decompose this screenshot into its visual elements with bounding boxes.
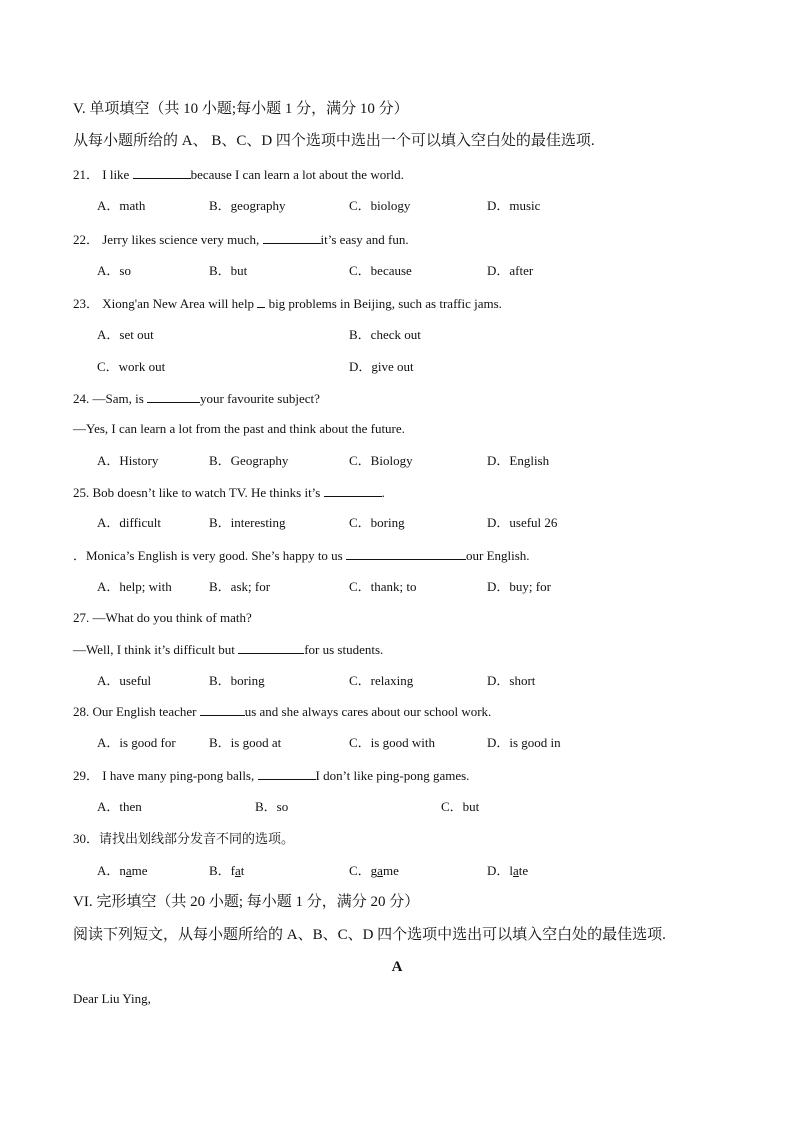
q30-b-word-start: f: [230, 863, 236, 878]
q30-option-c: [349, 863, 399, 879]
q25-option-b: B．interesting: [209, 515, 286, 530]
q28-blank: [200, 703, 245, 716]
q23-option-d: D．give out: [349, 359, 414, 374]
question-23: [73, 295, 502, 312]
q26-option-c: C．thank; to: [349, 579, 417, 594]
q22-stem-end: it’s easy and fun.: [320, 232, 409, 247]
q29-option-c: C．but: [441, 799, 480, 814]
q22-option-d: D．after: [487, 263, 534, 278]
q27-reply: [73, 641, 383, 658]
section-5-title: V. 单项填空（共 10 小题;每小题 1 分，满分 10 分）: [73, 101, 409, 117]
q27-reply-start: —Well, I think it’s difficult but: [73, 642, 239, 657]
q25-option-a: A．difficult: [97, 515, 162, 530]
q30-d-underlined: a: [513, 863, 519, 878]
passage-label: A: [391, 959, 403, 975]
q23-option-a: A．set out: [97, 327, 154, 342]
q28-stem-start: 28. Our English teacher: [73, 704, 200, 719]
q28-option-b: B．is good at: [209, 735, 282, 750]
q21-option-d: D．music: [487, 198, 541, 213]
question-29: [73, 767, 469, 784]
q24-stem-end: your favourite subject?: [200, 391, 320, 406]
q24-stem-start: 24. —Sam, is: [73, 391, 148, 406]
q27-option-a: A．useful: [97, 673, 152, 688]
q28-stem-end: us and she always cares about our school work.: [244, 704, 492, 719]
q26-option-a: A．help; with: [97, 579, 172, 594]
q30-c-underlined: a: [377, 863, 383, 878]
q26-option-b: B．ask; for: [209, 579, 271, 594]
section-6-title: VI. 完形填空（共 20 小题; 每小题 1 分，满分 20 分）: [73, 894, 420, 910]
section-5-instruction: 从每小题所给的 A、 B、C、D 四个选项中选出一个可以填入空白处的最佳选项.: [73, 133, 595, 149]
q27-option-c: C．relaxing: [349, 673, 414, 688]
q22-blank: [263, 231, 321, 244]
q30-b-label: B．: [209, 863, 231, 878]
q30-option-b: [209, 863, 244, 879]
q30-a-word-end: me: [131, 863, 148, 878]
q25-blank: [324, 484, 382, 497]
q22-stem-start: 22． Jerry likes science very much,: [73, 232, 263, 247]
q27-reply-end: for us students.: [304, 642, 384, 657]
q26-stem-start: ．Monica’s English is very good. She’s happy to us: [73, 548, 346, 563]
q23-option-c: C．work out: [97, 359, 166, 374]
q24-option-c: C．Biology: [349, 453, 413, 468]
q24-blank: [147, 390, 200, 403]
q28-option-c: C．is good with: [349, 735, 435, 750]
q27-option-d: D．short: [487, 673, 536, 688]
q21-stem-end: because I can learn a lot about the world.: [190, 167, 404, 182]
question-26: [73, 547, 530, 564]
q30-option-d: [487, 863, 528, 879]
question-21: [73, 166, 404, 183]
q30-d-word-end: te: [518, 863, 529, 878]
q24-option-b: B．Geography: [209, 453, 289, 468]
q27-blank: [238, 641, 304, 654]
question-30: 30．请找出划线部分发音不同的选项。: [73, 831, 295, 846]
q24-option-d: D．English: [487, 453, 550, 468]
q24-option-a: A．History: [97, 453, 159, 468]
question-22: [73, 231, 409, 248]
q23-option-b: B．check out: [349, 327, 421, 342]
q30-b-word-end: t: [240, 863, 245, 878]
q30-d-label: D．: [487, 863, 510, 878]
question-27: 27. —What do you think of math?: [73, 610, 252, 625]
q29-stem-start: 29． I have many ping-pong balls,: [73, 768, 258, 783]
q30-c-word-end: me: [382, 863, 399, 878]
q21-option-b: B．geography: [209, 198, 286, 213]
q21-blank: [133, 166, 191, 179]
q30-c-label: C．: [349, 863, 371, 878]
question-25: [73, 484, 385, 501]
q21-stem-start: 21． I like: [73, 167, 133, 182]
q22-option-b: B．but: [209, 263, 248, 278]
q30-a-underlined: a: [125, 863, 132, 878]
q25-option-d: D．useful 26: [487, 515, 558, 530]
q22-option-c: C．because: [349, 263, 412, 278]
question-24: [73, 390, 320, 407]
q27-option-b: B．boring: [209, 673, 265, 688]
q29-option-a: A．then: [97, 799, 142, 814]
q30-c-word-start: g: [370, 863, 378, 878]
q29-option-b: B．so: [255, 799, 289, 814]
q30-a-word-start: n: [119, 863, 126, 878]
q23-stem-end: big problems in Beijing, such as traffic jams.: [265, 296, 502, 311]
q29-blank: [258, 767, 316, 780]
letter-greeting: Dear Liu Ying,: [73, 991, 151, 1006]
q26-option-d: D．buy; for: [487, 579, 551, 594]
q29-stem-end: I don’t like ping-pong games.: [315, 768, 470, 783]
q25-option-c: C．boring: [349, 515, 405, 530]
q26-stem-end: our English.: [466, 548, 530, 563]
q30-a-label: A．: [97, 863, 120, 878]
q30-b-underlined: a: [235, 863, 241, 878]
q23-stem-start: 23． Xiong'an New Area will help: [73, 296, 258, 311]
q24-reply: —Yes, I can learn a lot from the past and think about the future.: [73, 421, 405, 436]
q25-stem-start: 25. Bob doesn’t like to watch TV. He thinks it’s: [73, 485, 324, 500]
q30-d-word-start: l: [509, 863, 514, 878]
section-6-instruction: 阅读下列短文，从每小题所给的 A、B、C、D 四个选项中选出可以填入空白处的最佳选项.: [73, 927, 666, 943]
q30-option-a: [97, 863, 148, 879]
question-28: [73, 703, 491, 720]
q21-option-a: A．math: [97, 198, 146, 213]
q28-option-a: A．is good for: [97, 735, 176, 750]
q25-stem-end: .: [381, 485, 385, 500]
q28-option-d: D．is good in: [487, 735, 561, 750]
q26-blank: [346, 547, 466, 560]
q22-option-a: A．so: [97, 263, 131, 278]
q21-option-c: C．biology: [349, 198, 411, 213]
